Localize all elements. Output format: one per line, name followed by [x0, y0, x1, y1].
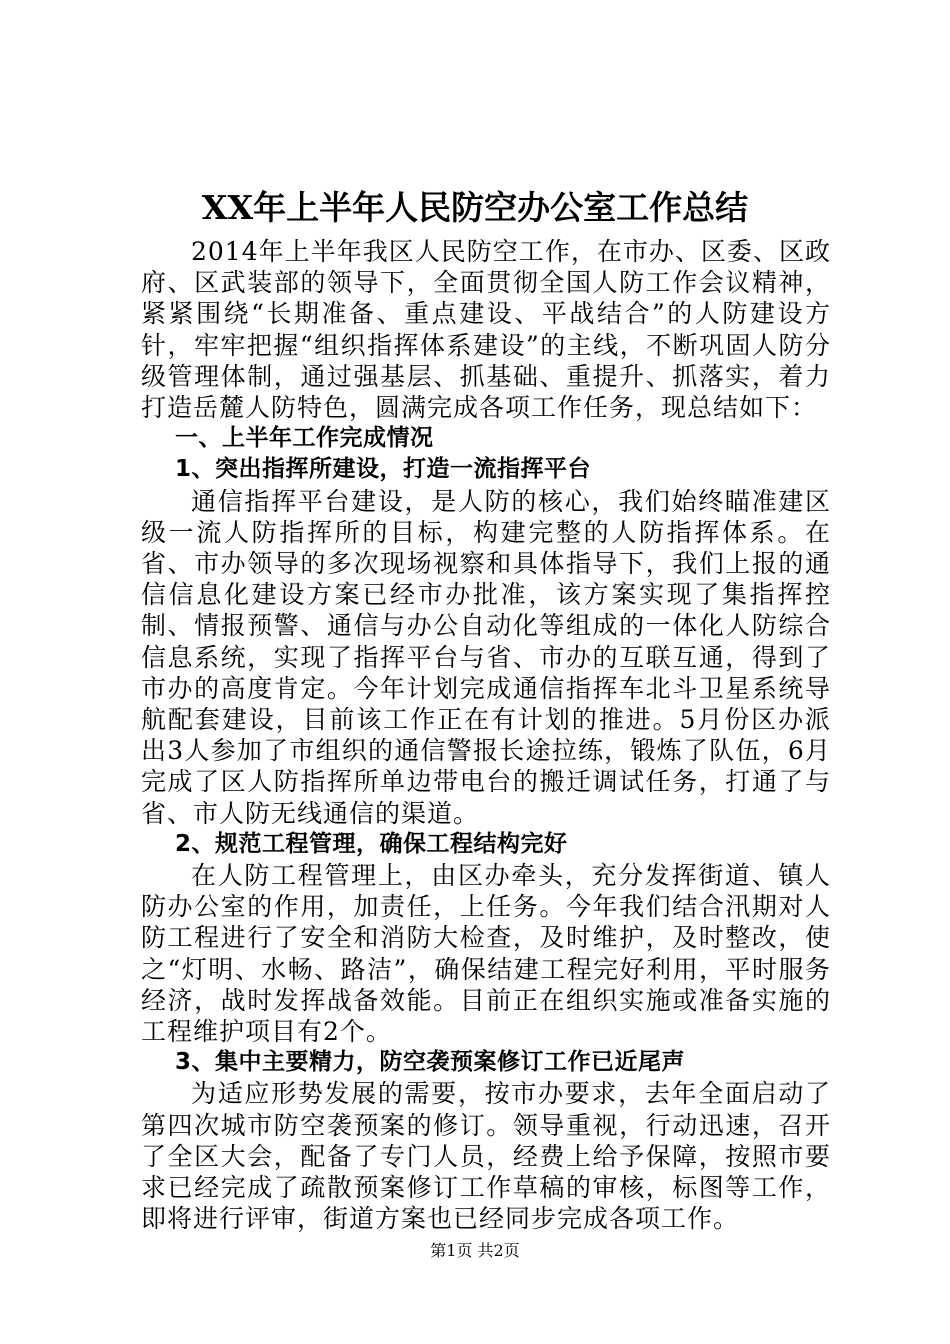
intro-paragraph: 2014年上半年我区人民防空工作，在市办、区委、区政府、区武装部的领导下，全面贯彻全国人防工作会议精神，紧紧围绕“长期准备、重点建设、平战结合”的人防建设方针，牢牢把握“组织指挥体系建设”的主线，不断巩固人防分级管理体制，通过强基层、抓基础、重提升、抓落实，着力打造岳麓人防特色，圆满完成各项工作任务，现总结如下：	[141, 237, 831, 423]
document-title: XX年上半年人民防空办公室工作总结	[201, 188, 749, 227]
item-heading-2: 2、规范工程管理，确保工程结构完好	[175, 830, 568, 857]
item-heading-1: 1、突出指挥所建设，打造一流指挥平台	[175, 456, 592, 483]
item-paragraph-3: 为适应形势发展的需要，按市办要求，去年全面启动了第四次城市防空袭预案的修订。领导重视，行动迅速，召开了全区大会，配备了专门人员，经费上给予保障，按照市要求已经完成了疏散预案修订工作草稿的审核，标图等工作，即将进行评审，街道方案也已经同步完成各项工作。	[141, 1079, 831, 1234]
item-heading-3: 3、集中主要精力，防空袭预案修订工作已近尾声	[175, 1049, 686, 1076]
section-heading: 一、上半年工作完成情况	[175, 425, 434, 452]
page-footer: 第1页 共2页	[430, 1241, 520, 1260]
item-paragraph-1: 通信指挥平台建设，是人防的核心，我们始终瞄准建区级一流人防指挥所的目标，构建完整的人防指挥体系。在省、市办领导的多次现场视察和具体指导下，我们上报的通信信息化建设方案已经市办批准，该方案实现了集指挥控制、情报预警、通信与办公自动化等组成的一体化人防综合信息系统，实现了指挥平台与省、市办的互联互通，得到了市办的高度肯定。今年计划完成通信指挥车北斗卫星系统导航配套建设，目前该工作正在有计划的推进。5月份区办派出3人参加了市组织的通信警报长途拉练，锻炼了队伍，6月完成了区人防指挥所单边带电台的搬迁调试任务，打通了与省、市人防无线通信的渠道。	[141, 486, 831, 828]
item-paragraph-2: 在人防工程管理上，由区办牵头，充分发挥街道、镇人防办公室的作用，加责任，上任务。今年我们结合汛期对人防工程进行了安全和消防大检查，及时维护，及时整改，使之“灯明、水畅、路洁”，确保结建工程完好利用，平时服务经济，战时发挥战备效能。目前正在组织实施或准备实施的工程维护项目有2个。	[141, 861, 831, 1047]
document-body	[141, 236, 831, 1235]
